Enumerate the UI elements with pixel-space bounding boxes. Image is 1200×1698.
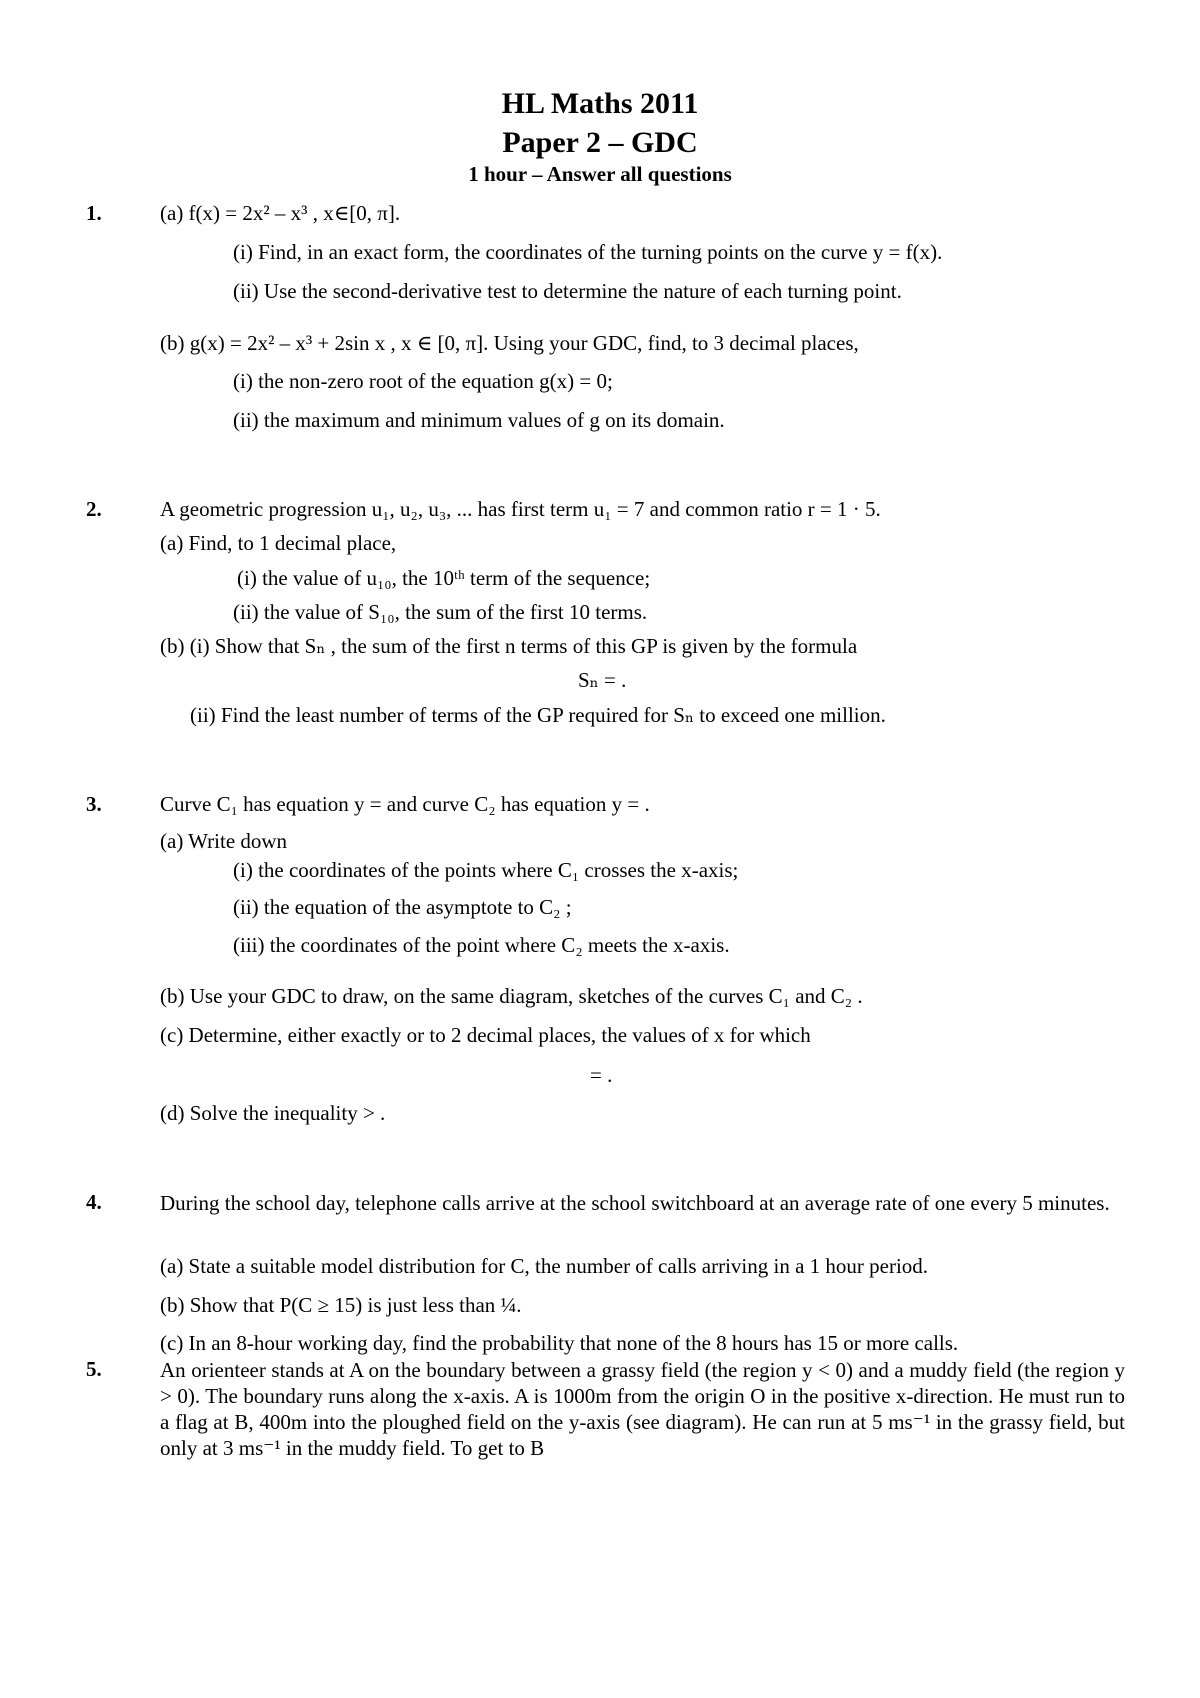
question-1-line: (ii) Use the second-derivative test to determine the nature of each turning point. [233, 279, 902, 303]
question-3-line: (iii) the coordinates of the point where C₂ meets the x-axis. [233, 933, 730, 957]
question-4-number: 4. [86, 1190, 102, 1214]
question-4-line: During the school day, telephone calls arrive at the school switchboard at an average rate of one every 5 minutes. [160, 1191, 1110, 1215]
paper-subtitle: Paper 2 – GDC [502, 126, 698, 159]
question-4-line: (b) Show that P(C ≥ 15) is just less than ¼. [160, 1293, 522, 1317]
question-2-line: (a) Find, to 1 decimal place, [160, 531, 397, 555]
question-3-line: (i) the coordinates of the points where C₁ crosses the x-axis; [233, 858, 739, 882]
question-2-line: A geometric progression u₁, u₂, u₃, ... has first term u₁ = 7 and common ratio r = 1 · 5. [160, 497, 881, 521]
question-1-number: 1. [86, 201, 102, 225]
question-1-line: (ii) the maximum and minimum values of g on its domain. [233, 408, 725, 432]
question-3-line: (ii) the equation of the asymptote to C₂ ; [233, 895, 572, 919]
question-1-line: (b) g(x) = 2x² – x³ + 2sin x , x ∈ [0, π]. Using your GDC, find, to 3 decimal places, [160, 331, 859, 355]
page-title: HL Maths 2011 [501, 87, 699, 120]
question-3-line: (c) Determine, either exactly or to 2 decimal places, the values of x for which [160, 1023, 811, 1047]
question-4-line: (c) In an 8-hour working day, find the probability that none of the 8 hours has 15 or more calls. [160, 1331, 959, 1355]
question-3-line: = . [590, 1063, 613, 1087]
question-5-line: An orienteer stands at A on the boundary between a grassy field (the region y < 0) and a muddy field (the region y > 0). The boundary runs along the x-axis. A is 1000m from the origin O in the positive x-direction. He must run to a flag at B, 400m into the ploughed field on the y-axis (see diagram). He can run at 5 ms⁻¹ in the grassy field, but only at 3 ms⁻¹ in the muddy field. To get to B [160, 1358, 1125, 1460]
question-1-line: (a) f(x) = 2x² – x³ , x∈[0, π]. [160, 201, 401, 225]
question-2-number: 2. [86, 497, 102, 521]
question-5-number: 5. [86, 1357, 102, 1381]
question-3-number: 3. [86, 792, 102, 816]
instructions: 1 hour – Answer all questions [468, 162, 732, 186]
question-2-line: (i) the value of u₁₀, the 10ᵗʰ term of the sequence; [237, 566, 651, 590]
question-2-line: (ii) Find the least number of terms of the GP required for Sₙ to exceed one million. [190, 703, 886, 727]
question-1-line: (i) Find, in an exact form, the coordinates of the turning points on the curve y = f(x). [233, 240, 943, 264]
question-4-line: (a) State a suitable model distribution for C, the number of calls arriving in a 1 hour period. [160, 1254, 929, 1278]
question-1-line: (i) the non-zero root of the equation g(x) = 0; [233, 369, 613, 393]
question-3-line: (a) Write down [160, 829, 288, 853]
question-2-line: (b) (i) Show that Sₙ , the sum of the first n terms of this GP is given by the formula [160, 634, 858, 658]
question-2-line: Sₙ = . [578, 668, 627, 692]
question-3-line: Curve C₁ has equation y = and curve C₂ has equation y = . [160, 792, 650, 816]
question-3-line: (b) Use your GDC to draw, on the same diagram, sketches of the curves C₁ and C₂ . [160, 984, 863, 1008]
question-3-line: (d) Solve the inequality > . [160, 1101, 386, 1125]
question-2-line: (ii) the value of S₁₀, the sum of the first 10 terms. [233, 600, 648, 624]
